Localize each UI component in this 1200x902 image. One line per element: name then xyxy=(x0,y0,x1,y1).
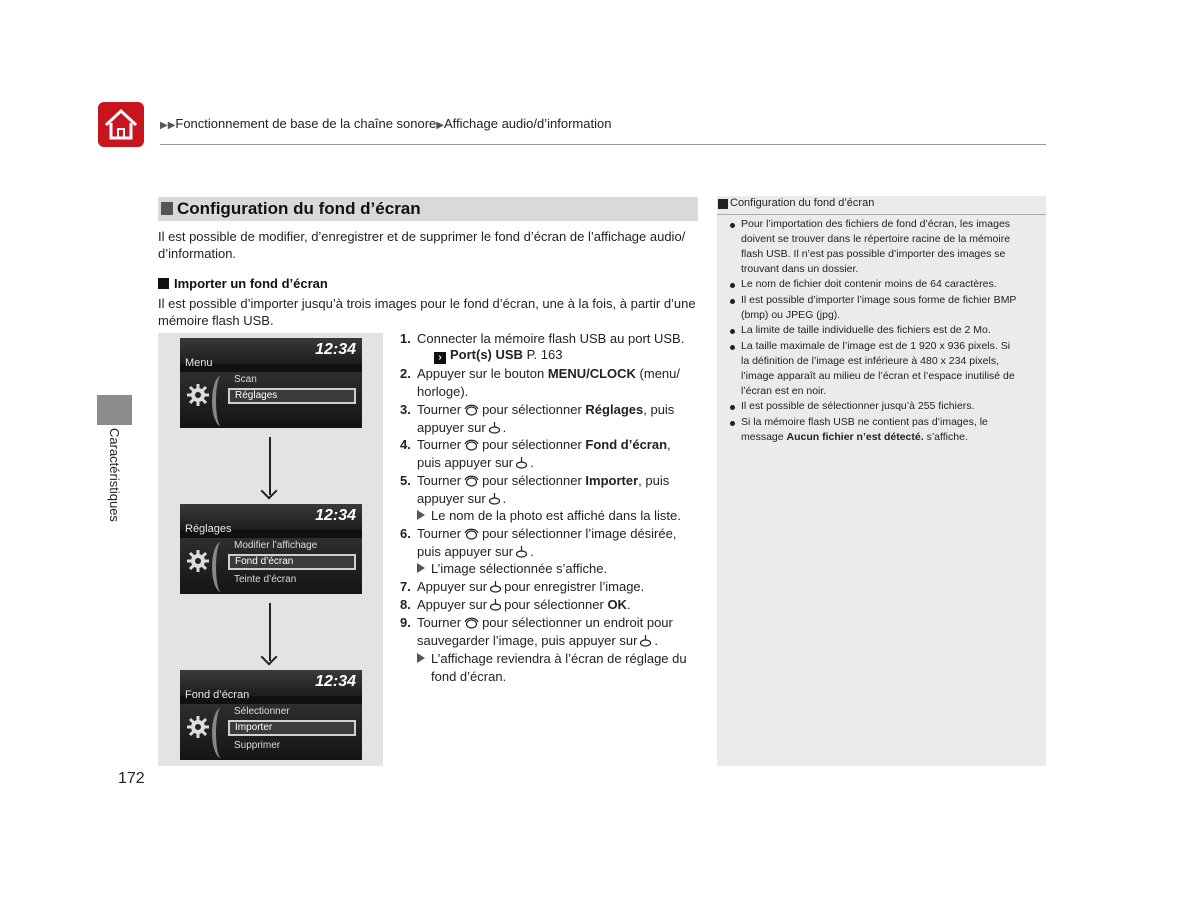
press-knob-icon xyxy=(515,456,528,469)
selector-knob-icon xyxy=(464,474,479,487)
gear-icon xyxy=(186,549,210,573)
screen-wallpaper xyxy=(180,670,362,760)
cross-reference[interactable]: › Port(s) USB P. 163 xyxy=(434,347,562,364)
step-6-result: L’image sélectionnée s’affiche. xyxy=(417,560,697,578)
sub-line-1: Il est possible d’importer jusqu’à trois images pour le fond d’écran, une à la fois, à partir d’une xyxy=(158,296,696,311)
subheading-square-icon xyxy=(158,278,169,289)
note-title: Configuration du fond d’écran xyxy=(717,196,1046,215)
header-divider xyxy=(160,144,1046,145)
gear-icon xyxy=(186,383,210,407)
screen-clock: 12:34 xyxy=(315,507,356,524)
screen-item[interactable]: Supprimer xyxy=(234,740,281,751)
breadcrumb xyxy=(160,116,611,131)
screen-clock: 12:34 xyxy=(315,341,356,358)
screen-item-selected[interactable]: Fond d’écran xyxy=(228,554,356,570)
screen-clock: 12:34 xyxy=(315,673,356,690)
screen-item-selected[interactable]: Importer xyxy=(228,720,356,736)
result-arrow-icon xyxy=(417,653,425,663)
selector-knob-icon xyxy=(464,616,479,629)
down-arrow-icon xyxy=(269,603,271,661)
result-arrow-icon xyxy=(417,510,425,520)
breadcrumb-link-1[interactable]: Fonctionnement de base de la chaîne sonore xyxy=(175,116,437,131)
press-knob-icon xyxy=(489,580,502,593)
gear-icon xyxy=(186,715,210,739)
screen-title: Fond d’écran xyxy=(185,689,250,701)
press-knob-icon xyxy=(488,421,501,434)
selector-knob-icon xyxy=(464,438,479,451)
breadcrumb-link-2[interactable]: Affichage audio/d’information xyxy=(444,116,612,131)
screen-menu xyxy=(180,338,362,428)
intro-line-2: d’information. xyxy=(158,246,237,261)
screen-item[interactable]: Sélectionner xyxy=(234,706,290,717)
press-knob-icon xyxy=(515,545,528,558)
screen-item[interactable]: Teinte d’écran xyxy=(234,574,297,585)
section-heading xyxy=(158,197,698,221)
page-number: 172 xyxy=(118,770,145,787)
step-5-result: Le nom de la photo est affiché dans la liste. xyxy=(417,507,697,525)
selector-knob-icon xyxy=(464,403,479,416)
chapter-tab[interactable] xyxy=(97,395,132,425)
press-knob-icon xyxy=(488,492,501,505)
press-knob-icon xyxy=(489,598,502,611)
note-bullet-1: Pour l’importation des fichiers de fond d’écran, les images doivent se trouver dans le répertoire racine de la mémoire flash USB. Il n’est pas possible d’importer des images se trouvant dans un dossier. xyxy=(730,217,1035,277)
down-arrow-icon xyxy=(269,437,271,495)
screen-item-selected[interactable]: Réglages xyxy=(228,388,356,404)
sub-line-2: mémoire flash USB. xyxy=(158,313,274,328)
screen-item[interactable]: Modifier l’affichage xyxy=(234,540,318,551)
chapter-label: Caractéristiques xyxy=(107,428,122,522)
reference-arrow-icon: › xyxy=(434,352,446,364)
note-marker-icon xyxy=(718,199,728,209)
section-title: Configuration du fond d’écran xyxy=(177,199,421,218)
breadcrumb-arrow-icon: ▶▶ xyxy=(160,120,176,131)
press-knob-icon xyxy=(639,634,652,647)
home-button[interactable] xyxy=(98,102,144,147)
home-icon xyxy=(98,102,144,147)
section-square-icon xyxy=(161,202,173,215)
screen-item[interactable]: Scan xyxy=(234,374,257,385)
screen-title: Menu xyxy=(185,357,213,369)
result-arrow-icon xyxy=(417,563,425,573)
breadcrumb-arrow-icon: ▶ xyxy=(436,120,444,131)
selector-knob-icon xyxy=(464,527,479,540)
step-9-result: L’affichage reviendra à l’écran de réglage du fond d’écran. xyxy=(417,650,697,686)
subheading: Importer un fond d’écran xyxy=(158,276,328,291)
screen-settings xyxy=(180,504,362,594)
intro-line-1: Il est possible de modifier, d’enregistrer et de supprimer le fond d’écran de l’affichage audio/ xyxy=(158,229,686,244)
screen-title: Réglages xyxy=(185,523,232,535)
